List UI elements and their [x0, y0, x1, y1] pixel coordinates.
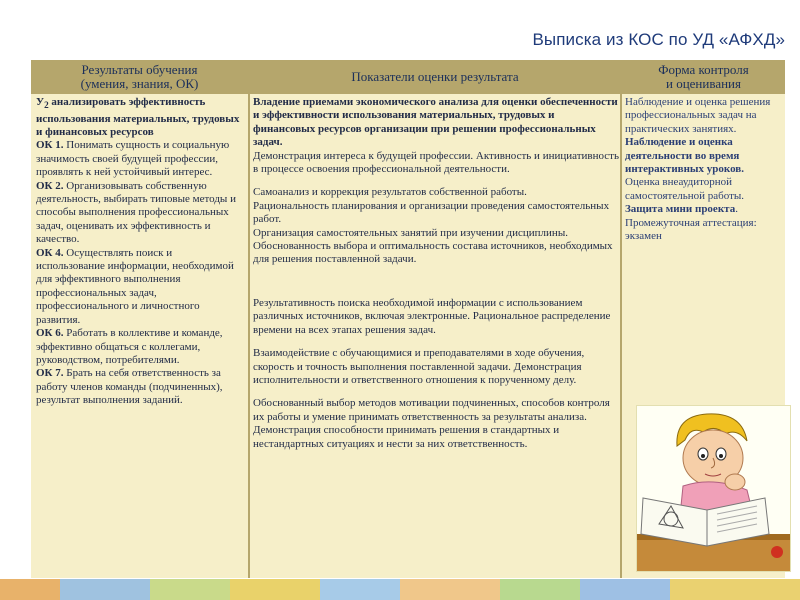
form-interactive: Наблюдение и оценка деятельности во время интерактивных уроков. — [625, 136, 745, 176]
learning-results-cell — [36, 96, 242, 578]
indicator-analysis: Владение приемами экономического анализа для оценки обеспеченности и эффективности использования материальных, трудовых и финансовых ресурсов организации при решении профессиональных задач. — [253, 96, 618, 149]
indicator-organization: Организация самостоятельных занятий при изучении дисциплины. Обоснованность выбора и оптимальность состава источников, необходимых для решения поставленной задачи. — [253, 226, 613, 266]
competence-ok1: ОК 1. Понимать сущность и социальную значимость своей будущей профессии, проявлять к ней устойчивый интерес. — [36, 139, 230, 179]
indicator-self-analysis: Самоанализ и коррекция результатов собственной работы. — [253, 186, 527, 199]
form-mini-project: Защита мини проекта. — [625, 203, 738, 216]
assessment-indicators-cell — [253, 96, 619, 578]
form-independent-work: Оценка внеаудиторной самостоятельной работы. — [625, 176, 745, 202]
student-reading-book-icon — [636, 405, 791, 572]
column-divider — [620, 60, 622, 578]
header-learning-results — [31, 60, 248, 94]
header-col1-line2: (умения, знания, ОК) — [80, 76, 199, 91]
competence-ok7: ОК 7. Брать на себя ответственность за работу членов команды (подчиненных), результат выполнения заданий. — [36, 367, 223, 407]
column-divider — [248, 60, 250, 578]
header-assessment-indicators — [250, 60, 620, 94]
indicator-planning: Рациональность планирования и организации проведения самостоятельных работ. — [253, 199, 610, 226]
competence-ok4: ОК 4. Осуществлять поиск и использование информации, необходимой для эффективного выполнения профессиональных задач, профессионального и личностного развития. — [36, 246, 234, 326]
competence-ok2: ОК 2. Организовывать собственную деятельность, выбирать типовые методы и способы выполнения профессиональных задач, оценивать их эффективность и качество. — [36, 179, 236, 246]
indicator-decisions: Демонстрация способности принимать решения в стандартных и нестандартных ситуациях и нести за них ответственность. — [253, 424, 560, 450]
skill-u2: $У_2$ анализировать эффективность использования материальных, трудовых и финансовых ресурсов — [36, 96, 240, 138]
form-exam: Промежуточная аттестация: экзамен — [625, 216, 757, 243]
competence-ok6: ОК 6. Работать в коллективе и команде, эффективно общаться с коллегами, руководством, потребителями. — [36, 327, 223, 366]
indicator-interaction: Взаимодействие с обучающимися и преподавателями в ходе обучения, скорость и точность выполнения поставленной задачи. Демонстрация исполнительности и ответственного отношения к порученному делу. — [253, 347, 585, 386]
header-col3-line1: Форма контроля — [658, 62, 749, 77]
indicator-motivation: Обоснованный выбор методов мотивации подчиненных, способов контроля их работы и умение принимать ответственность за результаты анализа. — [253, 397, 610, 423]
header-col1-line1: Результаты обучения — [81, 62, 198, 77]
bottom-color-strip — [0, 579, 800, 600]
header-col3-line2: и оценивания — [666, 76, 741, 91]
page-title: Выписка из КОС по УД «АФХД» — [532, 30, 785, 49]
header-control-form — [622, 60, 785, 94]
header-col2-text: Показатели оценки результата — [351, 69, 519, 84]
indicator-search: Результативность поиска необходимой информации с использованием различных источников, включая электронные. Рациональное распределение времени на всех этапах решения задач. — [253, 296, 611, 336]
indicator-interest: Демонстрация интереса к будущей профессии. Активность и инициативность в процессе освоения профессиональной деятельности. — [253, 149, 619, 176]
form-observation: Наблюдение и оценка решения профессиональных задач на практических занятиях. — [625, 96, 771, 135]
